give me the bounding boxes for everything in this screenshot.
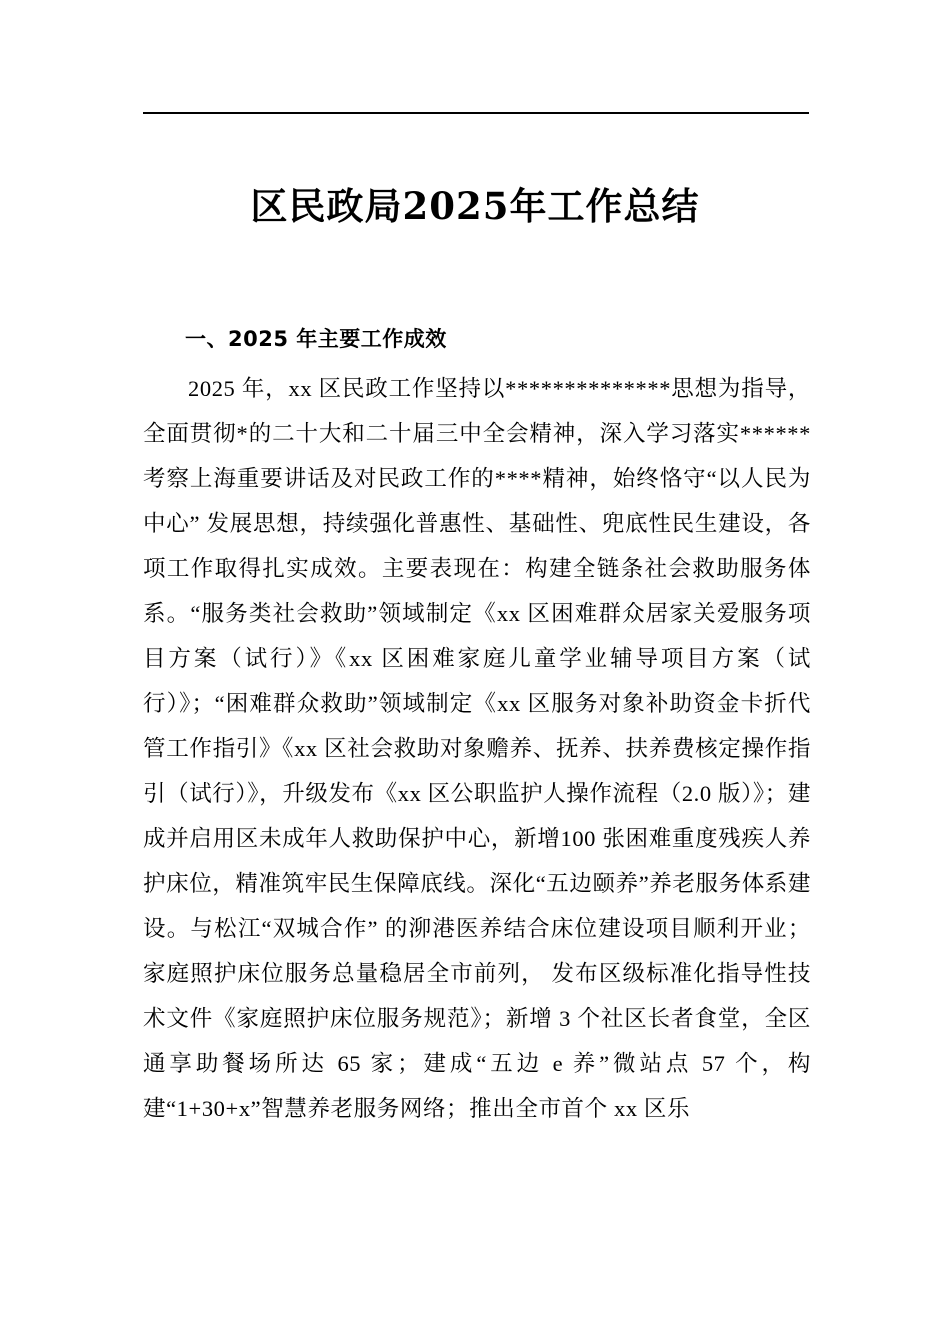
body-paragraph: 2025 年，xx 区民政工作坚持以**************思想为指导，全面贯彻*的二十大和二十届三中全会精神，深入学习落实******考察上海重要讲话及对民政工作的****精神，始终恪守“以人民为中心” 发展思想，持续强化普惠性、基础性、兜底性民生建设，各项工作取得扎实成效。主要表现在：构建全链条社会救助服务体系。“服务类社会救助”领域制定《xx 区困难群众居家关爱服务项目方案（试行）》《xx 区困难家庭儿童学业辅导项目方案（试行）》；“困难群众救助”领域制定《xx 区服务对象补助资金卡折代管工作指引》《xx 区社会救助对象赡养、抚养、扶养费核定操作指引（试行）》，升级发布《xx 区公职监护人操作流程（2.0 版）》；建成并启用区未成年人救助保护中心，新增100 张困难重度残疾人养护床位，精准筑牢民生保障底线。深化“五边颐养”养老服务体系建设。与松江“双城合作” 的泖港医养结合床位建设项目顺利开业；家庭照护床位服务总量稳居全市前列， 发布区级标准化指导性技术文件《家庭照护床位服务规范》；新增 3 个社区长者食堂，全区通享助餐场所达 65 家；建成“五边 e 养”微站点 57 个，构建“1+30+x”智慧养老服务网络；推出全市首个 xx 区乐 [143, 376, 811, 1121]
page-title: 区民政局2025年工作总结 [250, 184, 700, 228]
header-rule [143, 112, 809, 114]
document-body [143, 318, 811, 1131]
section-heading: 一、2025 年主要工作成效 [185, 327, 447, 351]
